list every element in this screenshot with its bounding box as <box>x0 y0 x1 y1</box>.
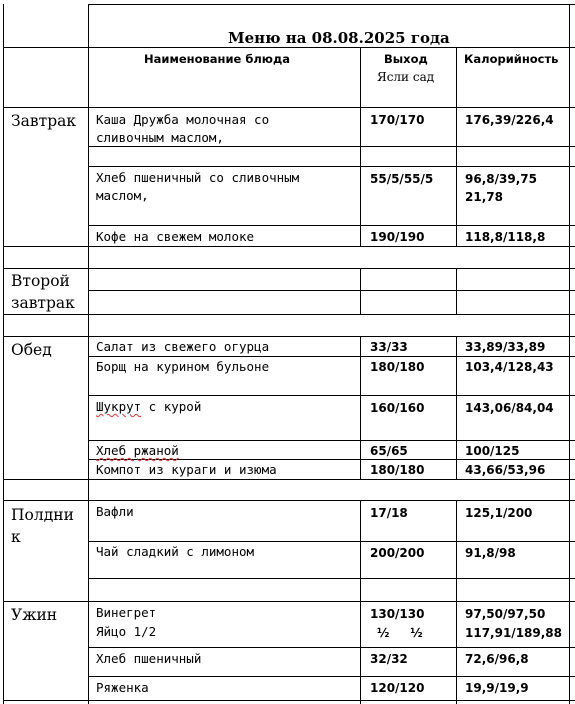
row-divider <box>3 500 575 501</box>
row-divider <box>88 290 575 291</box>
column-divider <box>360 47 361 247</box>
row-divider <box>88 166 575 167</box>
output-egg: ½ ½ <box>377 626 423 640</box>
output-rye-bread: 65/65 <box>370 444 408 458</box>
output-compote: 180/180 <box>370 463 425 477</box>
row-divider <box>3 479 575 480</box>
dish-rye-bread-text: Хлеб ржаной <box>96 443 179 458</box>
dish-kasha-line2: сливочным маслом, <box>96 130 224 145</box>
calories-coffee: 118,8/118,8 <box>465 230 546 244</box>
row-divider <box>3 268 575 269</box>
row-divider <box>3 47 575 48</box>
calories-shukrut: 143,06/84,04 <box>465 401 554 415</box>
dish-shukrut-rest: с курой <box>141 399 202 414</box>
dish-vinegret: Винегрет <box>96 605 157 620</box>
calories-compote: 43,66/53,96 <box>465 463 546 477</box>
row-divider <box>3 314 575 315</box>
output-salad: 33/33 <box>370 340 408 354</box>
row-divider <box>3 336 575 337</box>
header-output-sub: Ясли сад <box>377 70 435 84</box>
row-divider <box>3 107 575 108</box>
output-wheat-bread: 32/32 <box>370 652 408 666</box>
output-kasha: 170/170 <box>370 113 425 127</box>
row-divider <box>88 578 575 579</box>
table-border-bottom <box>3 700 575 701</box>
output-tea: 200/200 <box>370 546 425 560</box>
dish-waffles: Вафли <box>96 504 134 519</box>
calories-kasha: 176,39/226,4 <box>465 113 554 127</box>
row-divider <box>88 676 575 677</box>
spellcheck-word: Шукрут <box>96 399 142 414</box>
row-divider <box>3 601 575 602</box>
calories-bread-butter-line2: 21,78 <box>465 190 503 204</box>
header-output: Выход <box>384 52 428 66</box>
meal-dinner: Ужин <box>11 606 58 624</box>
dish-shukrut <box>96 398 201 416</box>
dish-wheat-bread: Хлеб пшеничный <box>96 651 202 666</box>
dish-egg: Яйцо 1/2 <box>96 624 157 639</box>
dish-coffee: Кофе на свежем молоке <box>96 229 255 244</box>
dish-kasha: Каша Дружба молочная со <box>96 112 270 127</box>
column-divider <box>360 500 361 704</box>
calories-ryazhenka: 19,9/19,9 <box>465 681 529 695</box>
dish-bread-butter-line2: маслом, <box>96 188 149 203</box>
meal-lunch: Обед <box>11 341 52 359</box>
meal-breakfast: Завтрак <box>11 112 77 130</box>
dish-compote: Компот из кураги и изюма <box>96 462 277 477</box>
dish-tea: Чай сладкий с лимоном <box>96 544 255 559</box>
row-divider <box>88 395 575 396</box>
row-divider <box>88 440 575 441</box>
output-waffles: 17/18 <box>370 506 408 520</box>
dish-rye-bread <box>96 442 179 460</box>
calories-salad: 33,89/33,89 <box>465 340 546 354</box>
output-coffee: 190/190 <box>370 230 425 244</box>
calories-wheat-bread: 72,6/96,8 <box>465 652 529 666</box>
dish-bread-butter: Хлеб пшеничный со сливочным <box>96 170 300 185</box>
column-divider <box>456 269 457 314</box>
column-divider <box>456 500 457 704</box>
column-divider <box>360 269 361 314</box>
meal-snack-line2: к <box>11 528 21 546</box>
column-divider <box>88 4 89 704</box>
meal-snack: Полдни <box>11 506 74 524</box>
row-divider <box>88 356 575 357</box>
dish-borsch: Борщ на курином бульоне <box>96 359 270 374</box>
calories-egg: 117,91/189,88 <box>465 626 562 640</box>
dish-ryazhenka: Ряженка <box>96 680 149 695</box>
calories-rye-bread: 100/125 <box>465 444 520 458</box>
calories-tea: 91,8/98 <box>465 546 516 560</box>
header-dish: Наименование блюда <box>144 52 291 66</box>
output-borsch: 180/180 <box>370 360 425 374</box>
column-divider <box>569 4 570 704</box>
calories-vinegret: 97,50/97,50 <box>465 607 546 621</box>
meal-second-breakfast: Второй <box>11 272 70 290</box>
output-vinegret: 130/130 <box>370 607 425 621</box>
output-ryazhenka: 120/120 <box>370 681 425 695</box>
calories-waffles: 125,1/200 <box>465 506 533 520</box>
header-calories: Калорийность <box>464 52 559 66</box>
calories-bread-butter: 96,8/39,75 <box>465 172 537 186</box>
table-border-left <box>3 4 4 704</box>
row-divider <box>88 225 575 226</box>
row-divider <box>88 647 575 648</box>
page-title: Меню на 08.08.2025 года <box>228 29 450 47</box>
dish-salad: Салат из свежего огурца <box>96 339 270 354</box>
meal-second-breakfast-line2: завтрак <box>11 294 75 312</box>
output-bread-butter: 55/5/55/5 <box>370 172 434 186</box>
table-border-top <box>88 4 575 5</box>
output-shukrut: 160/160 <box>370 401 425 415</box>
calories-borsch: 103,4/128,43 <box>465 360 554 374</box>
row-divider <box>88 541 575 542</box>
row-divider <box>3 246 575 247</box>
column-divider <box>456 47 457 247</box>
